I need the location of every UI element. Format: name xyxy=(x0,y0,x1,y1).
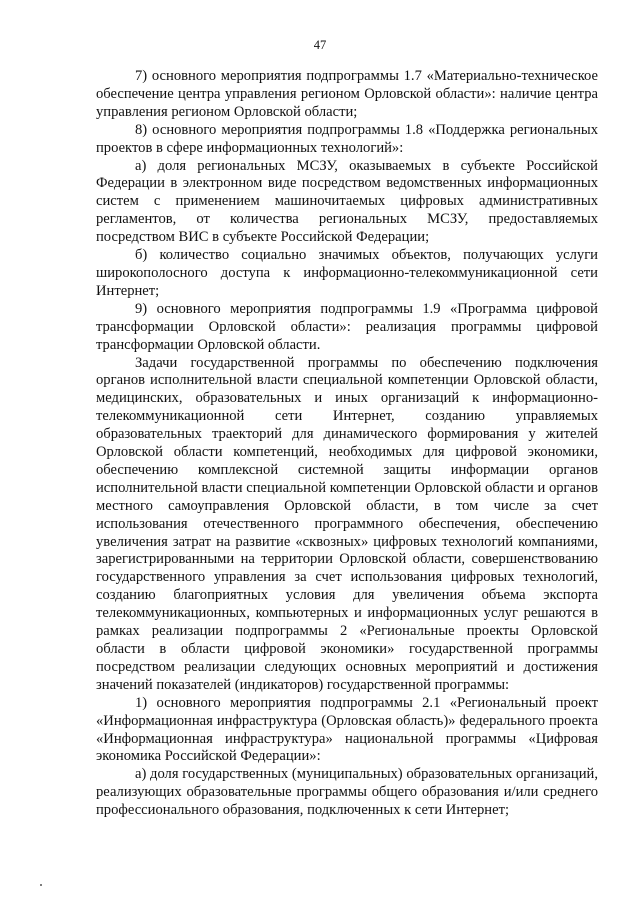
paragraph-item-7: 7) основного мероприятия подпрограммы 1.7 «Материально-техническое обеспечение центра управления регионом Орловской области»: наличие центра управления регионом Орловской области; xyxy=(96,68,598,120)
paragraph-item-2-1: 1) основного мероприятия подпрограммы 2.1 «Региональный проект «Информационная инфраструктура (Орловская область)» федерального проекта «Информационная инфраструктура» национальной программы «Цифровая экономика Российской Федерации»: xyxy=(96,694,598,765)
paragraph-subitem-2-1a: а) доля государственных (муниципальных) образовательных организаций, реализующих образовательные программы общего образования и/или среднего профессионального образования, подключенных к сети Интернет; xyxy=(96,766,598,819)
paragraph-item-9: 9) основного мероприятия подпрограммы 1.9 «Программа цифровой трансформации Орловской области»: реализация программы цифровой трансформации Орловской области. xyxy=(96,300,598,353)
paragraph-subitem-8a: а) доля региональных МСЗУ, оказываемых в субъекте Российской Федерации в электронном виде посредством ведомственных информационных систем с применением машиночитаемых цифровых административных регламентов, от количества региональных МСЗУ, предоставляемых посредством ВИС в субъекте Российской Федерации; xyxy=(96,157,598,246)
paragraph-item-8: 8) основного мероприятия подпрограммы 1.8 «Поддержка региональных проектов в сфере информационных технологий»: xyxy=(96,121,598,156)
document-body xyxy=(96,68,598,820)
paragraph-subitem-8b: б) количество социально значимых объектов, получающих услуги широкополосного доступа к информационно-телекоммуникационной сети Интернет; xyxy=(96,247,598,299)
paragraph-tasks: Задачи государственной программы по обеспечению подключения органов исполнительной власти специальной компетенции Орловской области, медицинских, образовательных и иных организаций к информационно-телекоммуникационной сети Интернет, созданию управляемых образовательных траекторий для динамического формирования у жителей Орловской области компетенций, необходимых для цифровой экономики, обеспечению комплексной системной защиты информации органов исполнительной власти специальной компетенции Орловской области и органов местного самоуправления Орловской области, в том числе за счет использования отечественного программного обеспечения, обеспечению увеличения затрат на развитие «сквозных» цифровых технологий компаниями, зарегистрированными на территории Орловской области, совершенствованию государственного управления за счет использования цифровых технологий, созданию благоприятных условия для увеличения объема экспорта телекоммуникационных, компьютерных и информационных услуг решаются в рамках реализации подпрограммы 2 «Региональные проекты Орловской области в области цифровой экономики» государственной программы посредством реализации следующих основных мероприятий и достижения значений показателей (индикаторов) государственной программы: xyxy=(96,354,598,693)
page-number: 47 xyxy=(313,38,327,52)
scan-speck xyxy=(40,884,42,886)
